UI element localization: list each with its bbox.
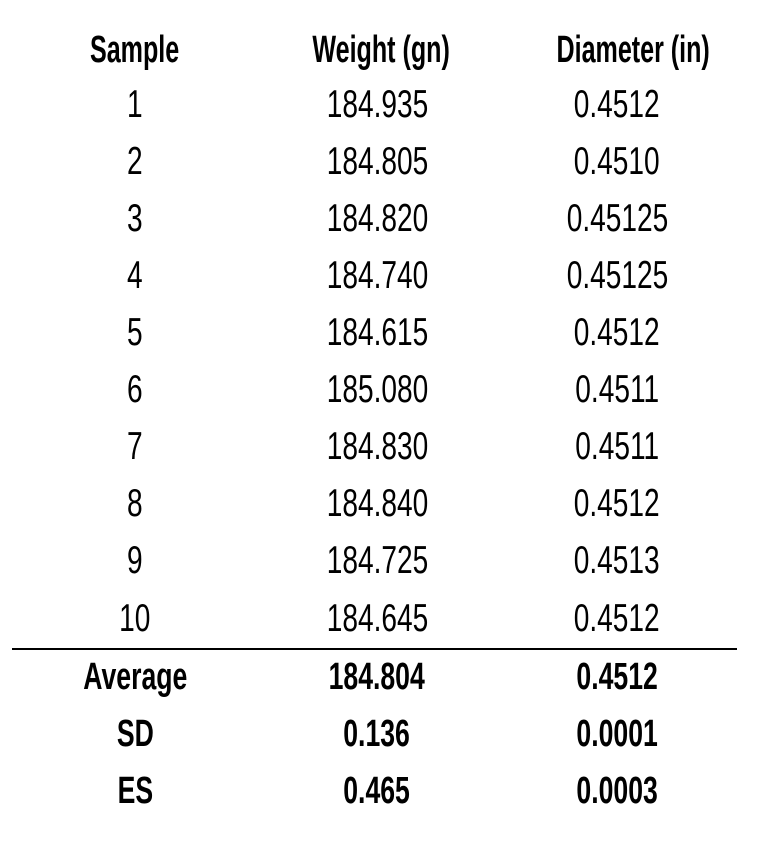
table-row (0, 133, 768, 190)
summary-row-sd (0, 706, 768, 763)
diameter-cell: 0.4512 (574, 482, 660, 525)
summary-label: Average (82, 656, 187, 698)
summary-weight: 184.804 (328, 656, 426, 698)
summary-diameter: 0.4512 (576, 656, 658, 698)
diameter-cell: 0.4511 (575, 425, 659, 468)
header-diameter: Diameter (in) (556, 29, 710, 71)
table-row (0, 304, 768, 361)
weight-cell: 184.820 (326, 197, 428, 240)
sample-cell: 9 (127, 539, 143, 582)
table-row (0, 190, 768, 247)
weight-cell: 184.725 (326, 539, 428, 582)
diameter-cell: 0.45125 (566, 254, 668, 297)
sample-cell: 1 (127, 83, 143, 126)
weight-cell: 184.645 (326, 597, 428, 640)
summary-label: ES (117, 770, 153, 812)
diameter-cell: 0.4512 (574, 311, 660, 354)
sample-cell: 5 (127, 311, 143, 354)
sample-cell: 4 (127, 254, 143, 297)
sample-cell: 10 (119, 597, 151, 640)
sample-cell: 6 (127, 368, 143, 411)
diameter-cell: 0.45125 (566, 197, 668, 240)
header-sample: Sample (90, 29, 180, 71)
weight-cell: 184.840 (326, 482, 428, 525)
summary-label: SD (116, 713, 154, 755)
sample-cell: 2 (127, 140, 143, 183)
summary-row-average (0, 649, 768, 706)
table-row (0, 532, 768, 589)
table-row (0, 361, 768, 418)
diameter-cell: 0.4512 (574, 83, 660, 126)
summary-weight: 0.465 (343, 770, 411, 812)
header-weight: Weight (gn) (312, 29, 450, 71)
summary-diameter: 0.0003 (576, 770, 658, 812)
table-row (0, 247, 768, 304)
summary-diameter: 0.0001 (576, 713, 658, 755)
weight-cell: 184.740 (326, 254, 428, 297)
table-row (0, 590, 768, 647)
sample-cell: 8 (127, 482, 143, 525)
table-header-row (0, 22, 768, 79)
weight-cell: 184.805 (326, 140, 428, 183)
summary-row-es (0, 763, 768, 820)
table-row (0, 418, 768, 475)
weight-cell: 185.080 (326, 368, 428, 411)
weight-cell: 184.935 (326, 83, 428, 126)
diameter-cell: 0.4511 (575, 368, 659, 411)
sample-cell: 3 (127, 197, 143, 240)
weight-cell: 184.830 (326, 425, 428, 468)
diameter-cell: 0.4512 (574, 597, 660, 640)
sample-cell: 7 (127, 425, 143, 468)
weight-cell: 184.615 (326, 311, 428, 354)
summary-weight: 0.136 (343, 713, 411, 755)
table-row (0, 475, 768, 532)
diameter-cell: 0.4510 (574, 140, 660, 183)
table-row (0, 76, 768, 133)
diameter-cell: 0.4513 (574, 539, 660, 582)
